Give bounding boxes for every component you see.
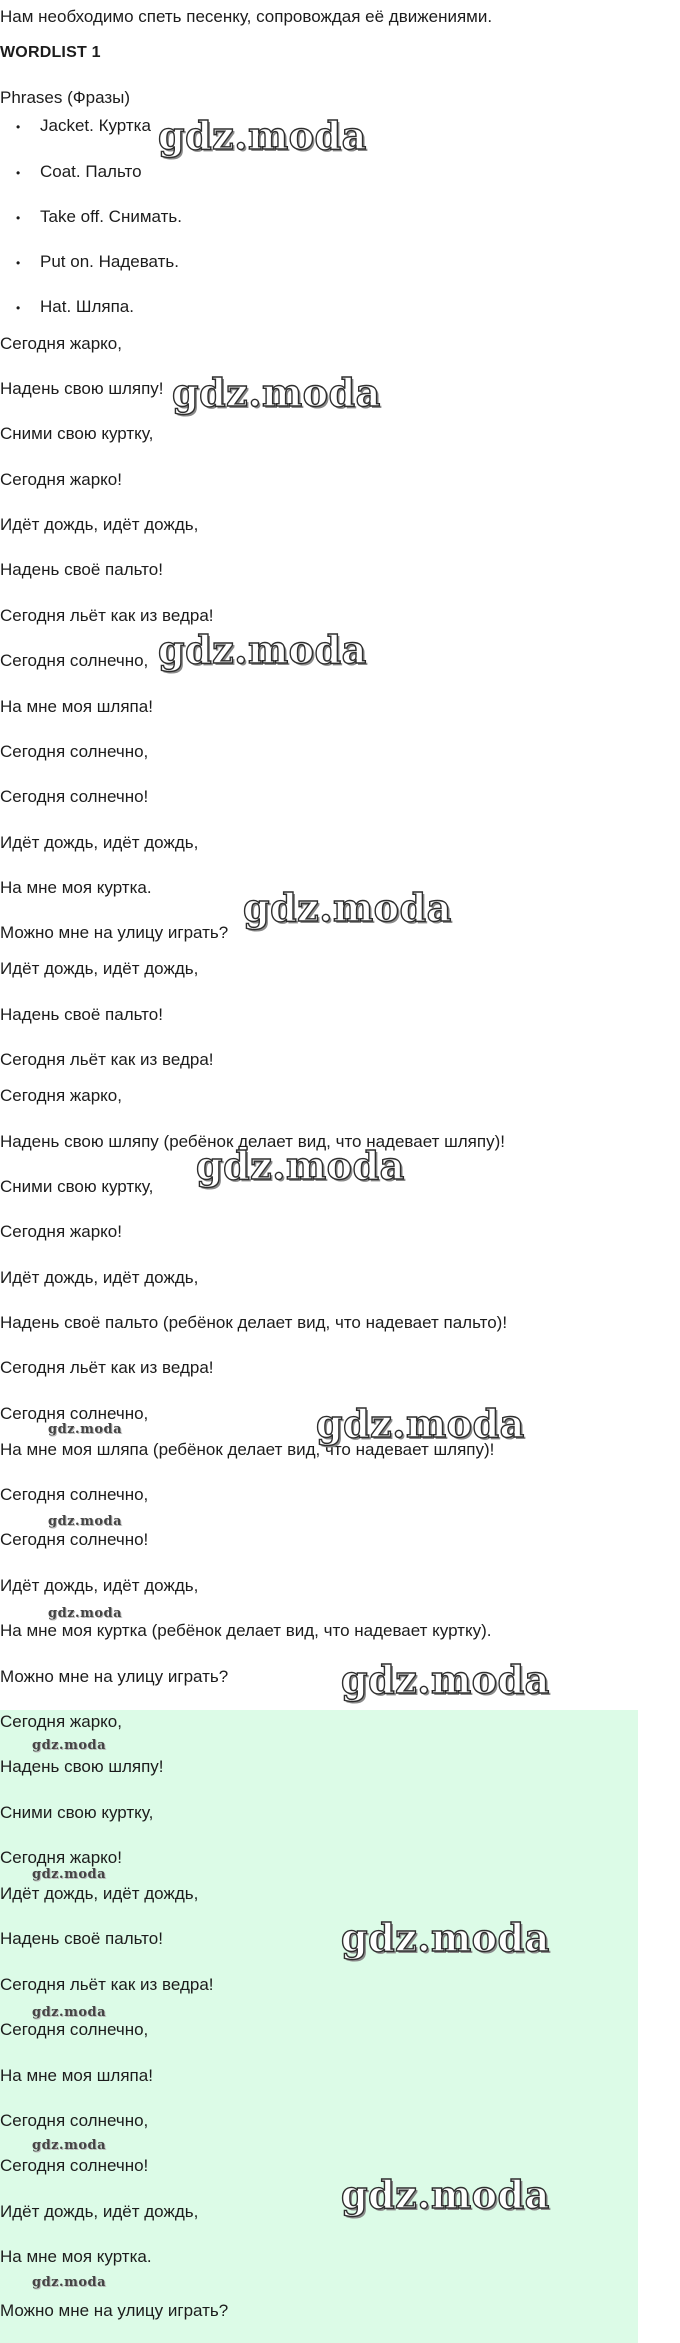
wordlist-heading: WORDLIST 1 [0, 44, 101, 61]
watermark-logo-small: gdz.moda [32, 1867, 107, 1882]
bullet-icon: • [16, 256, 21, 270]
song-line: Сегодня льёт как из ведра! [0, 1358, 214, 1377]
song-line: Сегодня жарко! [0, 470, 122, 489]
song-line: Сегодня жарко! [0, 1222, 122, 1241]
song-line: Сегодня льёт как из ведра! [0, 1050, 214, 1069]
song-line: Сегодня солнечно! [0, 787, 149, 806]
watermark-logo-small: gdz.moda [48, 1422, 123, 1437]
song-line: На мне моя шляпа! [0, 2066, 153, 2085]
song-line: Сегодня льёт как из ведра! [0, 1975, 214, 1994]
bullet-icon: • [16, 211, 21, 225]
song-line: Сегодня солнечно, [0, 742, 149, 761]
list-item: Put on. Надевать. [40, 252, 179, 271]
watermark-logo: gdz.moda [172, 370, 381, 415]
song-line: Сегодня льёт как из ведра! [0, 606, 214, 625]
phrases-heading: Phrases (Фразы) [0, 88, 131, 107]
song-line: Сегодня жарко! [0, 1848, 122, 1867]
song-line: На мне моя куртка (ребёнок делает вид, что надевает куртку). [0, 1621, 492, 1640]
song-line: Сними свою куртку, [0, 1803, 154, 1822]
song-line: Надень своё пальто! [0, 560, 163, 579]
song-line: Сегодня солнечно! [0, 2156, 149, 2175]
song-line: Сегодня солнечно, [0, 2111, 149, 2130]
watermark-logo: gdz.moda [341, 1915, 550, 1960]
watermark-logo: gdz.moda [341, 1657, 550, 1702]
bullet-icon: • [16, 166, 21, 180]
song-line: Надень своё пальто! [0, 1005, 163, 1024]
watermark-logo: gdz.moda [341, 2172, 550, 2217]
bullet-icon: • [16, 120, 21, 134]
song-line: На мне моя куртка. [0, 2247, 152, 2266]
song-line: Идёт дождь, идёт дождь, [0, 1576, 199, 1595]
song-line: Идёт дождь, идёт дождь, [0, 1884, 199, 1903]
song-line: Можно мне на улицу играть? [0, 2301, 229, 2320]
song-line: Надень своё пальто (ребёнок делает вид, что надевает пальто)! [0, 1313, 508, 1332]
song-line: Идёт дождь, идёт дождь, [0, 515, 199, 534]
song-line: Сегодня солнечно, [0, 1485, 149, 1504]
song-line: Сегодня солнечно! [0, 1530, 149, 1549]
song-line: Надень свою шляпу! [0, 379, 164, 398]
song-line: Сними свою куртку, [0, 424, 154, 443]
watermark-logo-small: gdz.moda [48, 1606, 123, 1621]
song-line: Сегодня солнечно, [0, 1404, 149, 1423]
list-item: Jacket. Куртка [40, 116, 151, 135]
watermark-logo: gdz.moda [196, 1143, 405, 1188]
watermark-logo-small: gdz.moda [32, 2138, 107, 2153]
song-line: Надень свою шляпу! [0, 1757, 164, 1776]
song-line: Сегодня солнечно, [0, 651, 149, 670]
song-line: На мне моя куртка. [0, 878, 152, 897]
watermark-logo-small: gdz.moda [32, 2275, 107, 2290]
song-line: Сегодня жарко, [0, 334, 122, 353]
watermark-logo: gdz.moda [243, 885, 452, 930]
watermark-logo-small: gdz.moda [48, 1514, 123, 1529]
watermark-logo: gdz.moda [158, 113, 367, 158]
list-item: Hat. Шляпа. [40, 297, 134, 316]
song-line: Сегодня солнечно, [0, 2020, 149, 2039]
song-line: Можно мне на улицу играть? [0, 1667, 229, 1686]
intro-text: Нам необходимо спеть песенку, сопровождая её движениями. [0, 7, 493, 26]
watermark-logo: gdz.moda [158, 627, 367, 672]
song-line: Идёт дождь, идёт дождь, [0, 959, 199, 978]
watermark-logo: gdz.moda [316, 1401, 525, 1446]
list-item: Take off. Снимать. [40, 207, 182, 226]
song-line: Надень свою шляпу (ребёнок делает вид, что надевает шляпу)! [0, 1132, 505, 1151]
song-line: На мне моя шляпа! [0, 697, 153, 716]
song-line: Сегодня жарко, [0, 1712, 122, 1731]
song-line: Сегодня жарко, [0, 1086, 122, 1105]
bullet-icon: • [16, 301, 21, 315]
song-line: Идёт дождь, идёт дождь, [0, 2202, 199, 2221]
song-line: Надень своё пальто! [0, 1929, 163, 1948]
song-line: Идёт дождь, идёт дождь, [0, 1268, 199, 1287]
song-line: Сними свою куртку, [0, 1177, 154, 1196]
song-line: На мне моя шляпа (ребёнок делает вид, что надевает шляпу)! [0, 1440, 495, 1459]
song-line: Можно мне на улицу играть? [0, 923, 229, 942]
song-line: Идёт дождь, идёт дождь, [0, 833, 199, 852]
list-item: Coat. Пальто [40, 162, 142, 181]
watermark-logo-small: gdz.moda [32, 1738, 107, 1753]
watermark-logo-small: gdz.moda [32, 2005, 107, 2020]
